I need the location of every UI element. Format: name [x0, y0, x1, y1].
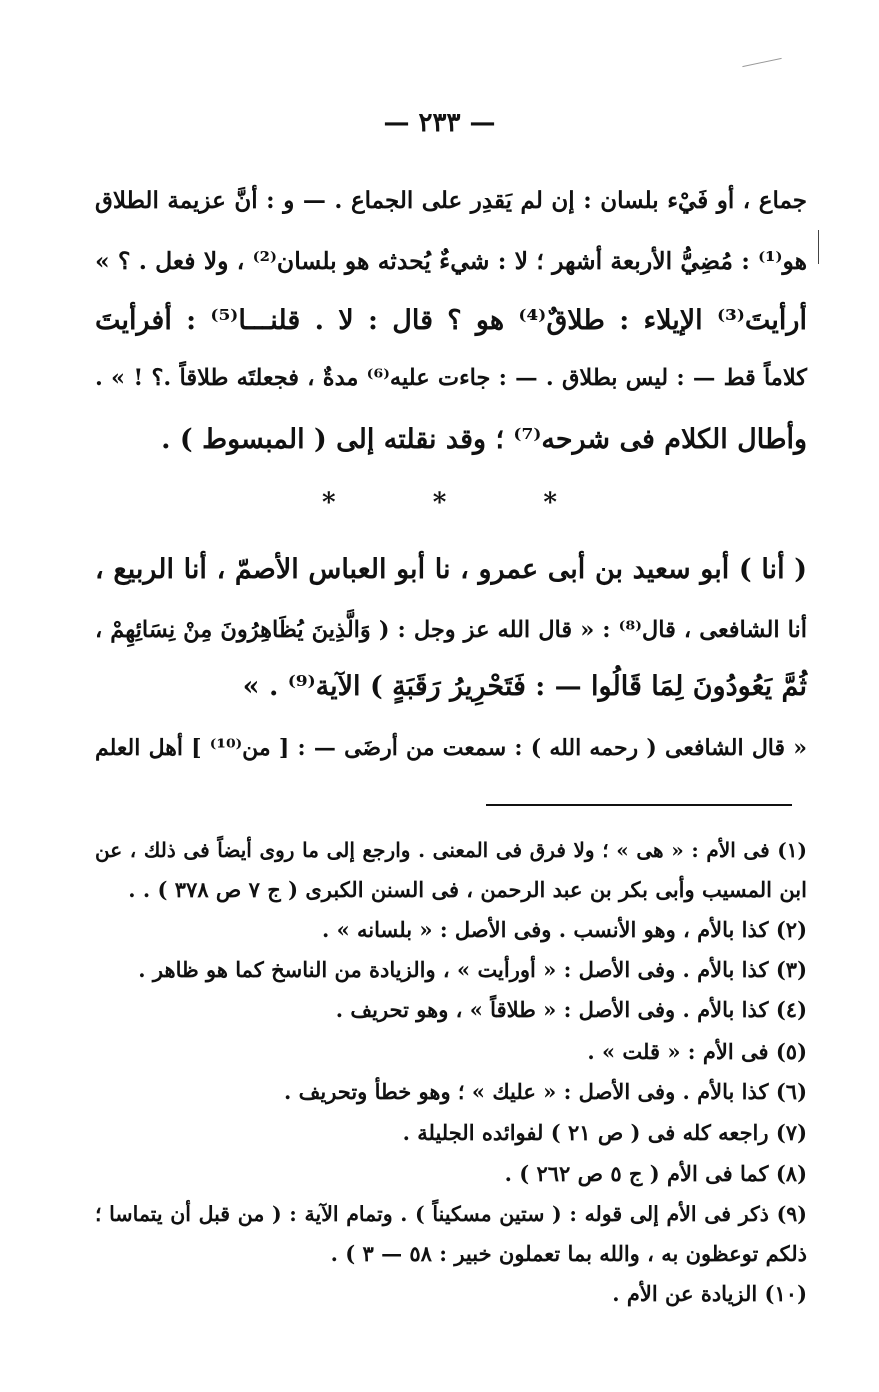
footnote-7: (٧) راجعه كله فى ( ص ٢١ ) لفوائده الجليلة .: [402, 1120, 807, 1145]
section-separator: * * *: [322, 488, 601, 518]
footnote-6: (٦) كذا بالأم . وفى الأصل : « عليك » ؛ وهو خطأ وتحريف .: [283, 1079, 807, 1104]
footnote-4: (٤) كذا بالأم . وفى الأصل : « طلاقاً » ، وهو تحريف .: [335, 997, 807, 1022]
footnote-5: (٥) فى الأم : « قلت » .: [587, 1039, 807, 1064]
body-line: هو⁽¹⁾ : مُضِيُّ الأربعة أشهر ؛ لا : شيءٌ يُحدثه هو بلسان⁽²⁾ ، ولا فعل . ؟ »: [95, 247, 807, 275]
scan-artifact: [742, 58, 781, 67]
section-line: ( أنا ) أبو سعيد بن أبى عمرو ، نا أبو العباس الأصمّ ، أنا الربيع ،: [95, 554, 807, 585]
margin-mark: [818, 230, 819, 264]
body-line: كلاماً قط — : ليس بطلاق . — : جاءت عليه⁽⁶⁾ مدةٌ ، فجعلتَه طلاقاً .؟ ! » .: [95, 365, 807, 391]
section-line: ثُمَّ يَعُودُونَ لِمَا قَالُوا — : فَتَحْرِيرُ رَقَبَةٍ ) الآية⁽⁹⁾ . »: [242, 671, 807, 702]
body-line: جماع ، أو فَيْء بلسان : إن لم يَقدِر على الجماع . — و : أنَّ عزيمة الطلاق: [95, 187, 807, 214]
footnote-8: (٨) كما فى الأم ( ج ٥ ص ٢٦٢ ) .: [504, 1161, 807, 1186]
footnote-2: (٢) كذا بالأم ، وهو الأنسب . وفى الأصل : « بلسانه » .: [321, 917, 807, 942]
footnote-1-continued: ابن المسيب وأبى بكر بن عبد الرحمن ، فى السنن الكبرى ( ج ٧ ص ٣٧٨ ) . .: [128, 877, 807, 902]
footnote-divider: [486, 804, 792, 806]
section-line: « قال الشافعى ( رحمه الله ) : سمعت من أرضَى — : [ من⁽¹⁰⁾ ] أهل العلم: [95, 735, 807, 761]
footnote-1: (١) فى الأم : « هى » ؛ ولا فرق فى المعنى . وارجع إلى ما روى أيضاً فى ذلك ، عن: [95, 838, 807, 862]
footnote-9-continued: ذلكم توعظون به ، والله بما تعملون خبير : ٥٨ — ٣ ) .: [330, 1241, 807, 1266]
body-line: وأطال الكلام فى شرحه⁽⁷⁾ ؛ وقد نقلته إلى ( المبسوط ) .: [161, 424, 807, 455]
footnote-3: (٣) كذا بالأم . وفى الأصل : « أورأيت » ، والزيادة من الناسخ كما هو ظاهر .: [138, 957, 807, 982]
section-line: أنا الشافعى ، قال⁽⁸⁾ : « قال الله عز وجل : ( وَالَّذِينَ يُظَاهِرُونَ مِنْ نِسَائِهِمْ ،: [95, 617, 807, 643]
body-line: أرأيتَ⁽³⁾ الإيلاء : طلاقٌ⁽⁴⁾ هو ؟ قال : لا . قلنـــا⁽⁵⁾ : أفرأيتَ: [95, 305, 807, 336]
page-number: — ٢٣٣ —: [383, 108, 496, 138]
footnote-9: (٩) ذكر فى الأم إلى قوله : ( ستين مسكيناً ) . وتمام الآية : ( من قبل أن يتماسا ؛: [95, 1202, 807, 1226]
footnote-10: (١٠) الزيادة عن الأم .: [612, 1281, 807, 1306]
